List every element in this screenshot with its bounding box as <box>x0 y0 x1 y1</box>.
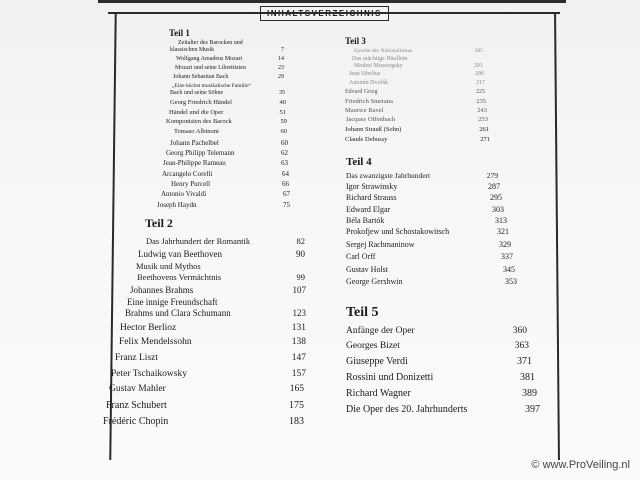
toc-entry-title: Beethovens Vermächtnis <box>137 272 222 282</box>
toc-entry-title: Antonio Vivaldi <box>161 190 207 198</box>
toc-entry-page: 60 <box>280 128 287 135</box>
toc-entry-title: Zeitalter des Barocken und <box>178 40 243 46</box>
toc-entry-title: Joseph Haydn <box>157 201 197 209</box>
toc-entry-title: Giuseppe Verdi <box>346 356 408 367</box>
toc-entry-title: Jean Sibelius <box>349 71 381 77</box>
toc-entry-title: Henry Purcell <box>171 180 211 188</box>
toc-entry-page: 14 <box>278 56 284 62</box>
toc-entry-title: Johann Sebastian Bach <box>173 74 229 80</box>
toc-entry-title: Franz Schubert <box>106 400 167 411</box>
toc-entry-title: Igor Strawinsky <box>346 182 398 191</box>
toc-entry-page: 205 <box>474 48 483 54</box>
toc-entry-title: Franz Liszt <box>115 353 159 363</box>
toc-entry-title: Tomaso Albinoni <box>174 128 219 135</box>
toc-entry-title: Brahms und Clara Schumann <box>125 308 231 318</box>
toc-entry-page: 67 <box>283 190 290 198</box>
section-heading: Teil 3 <box>345 36 366 46</box>
toc-entry-title: Die Oper des 20. Jahrhunderts <box>346 404 468 415</box>
toc-entry-page: 29 <box>278 74 284 80</box>
toc-entry-title: Johann Strauß (Sohn) <box>345 126 402 133</box>
toc-entry-title: Johannes Brahms <box>130 285 194 295</box>
toc-entry-page: 389 <box>522 388 537 399</box>
page-edge <box>98 0 566 3</box>
toc-entry-page: 82 <box>296 236 305 246</box>
toc-entry-title: Arcangelo Corelli <box>162 170 213 178</box>
toc-entry-page: 329 <box>499 240 511 249</box>
toc-entry-page: 175 <box>289 400 304 411</box>
toc-entry-title: Gustav Mahler <box>109 384 166 394</box>
toc-entry-page: 225 <box>476 89 485 95</box>
toc-entry-title: George Gershwin <box>346 277 403 286</box>
toc-entry-page: 147 <box>291 353 306 363</box>
toc-entry-title: Gustav Holst <box>346 265 388 274</box>
toc-entry-page: 345 <box>503 265 515 274</box>
toc-entry-page: 107 <box>292 285 306 295</box>
toc-entry-page: 363 <box>514 341 529 351</box>
frame-right <box>554 12 560 460</box>
toc-entry-title: Johann Pachelbel <box>170 139 219 147</box>
toc-entry-title: Eine innige Freundschaft <box>127 297 218 307</box>
toc-entry-title: Mozart und seine Librettisten <box>175 65 246 71</box>
toc-entry-title: Jacques Offenbach <box>346 116 396 123</box>
toc-entry-title: Wolfgang Amadeus Mozart <box>176 56 243 62</box>
section-heading: Teil 1 <box>169 28 190 38</box>
toc-entry-title: Antonín Dvořák <box>349 80 389 86</box>
toc-entry-title: Das Jahrhundert der Romantik <box>146 236 251 246</box>
toc-entry-page: 261 <box>479 126 489 133</box>
section-heading: Teil 5 <box>346 305 379 320</box>
toc-entry-page: 40 <box>279 99 286 106</box>
toc-entry-page: 279 <box>486 171 498 180</box>
toc-entry-page: 360 <box>512 326 527 336</box>
toc-entry-page: 35 <box>279 90 285 96</box>
toc-entry-title: Epoche des Nationalismus <box>354 48 413 54</box>
toc-entry-page: 295 <box>490 193 502 202</box>
toc-entry-page: 60 <box>281 139 288 147</box>
toc-entry-page: 7 <box>281 47 284 53</box>
toc-entry-page: 23 <box>278 65 284 71</box>
toc-entry-title: Richard Strauss <box>346 193 397 202</box>
toc-entry-title: klassischen Musik <box>170 47 215 53</box>
toc-entry-page: 206 <box>475 71 484 77</box>
toc-entry-title: Prokofjew und Schostakowitsch <box>346 227 450 236</box>
toc-entry-title: Anfänge der Oper <box>346 326 415 336</box>
toc-entry-title: Carl Orff <box>346 252 376 261</box>
toc-entry-title: Händel und die Oper <box>169 109 224 116</box>
toc-entry-page: 99 <box>296 272 305 282</box>
toc-entry-page: 66 <box>282 180 289 188</box>
toc-entry-title: Ludwig van Beethoven <box>138 249 222 259</box>
toc-entry-title: Richard Wagner <box>346 388 411 399</box>
toc-entry-page: 90 <box>296 249 305 259</box>
toc-entry-page: 62 <box>281 149 288 157</box>
toc-entry-title: Béla Bartók <box>346 216 385 225</box>
toc-entry-title: Sergej Rachmaninow <box>346 240 415 249</box>
section-heading: Teil 4 <box>346 156 372 168</box>
toc-entry-page: 138 <box>291 337 306 347</box>
toc-entry-page: 353 <box>505 277 517 286</box>
toc-entry-title: Edward Elgar <box>346 205 391 214</box>
toc-entry-page: 123 <box>292 308 306 318</box>
toc-entry-title: Felix Mendelssohn <box>119 337 192 347</box>
toc-entry-title: Georg Friedrich Händel <box>170 99 232 106</box>
toc-entry-page: 64 <box>282 170 289 178</box>
toc-entry-page: 321 <box>497 227 509 236</box>
toc-entry-page: 287 <box>488 182 500 191</box>
toc-entry-page: 253 <box>478 116 488 123</box>
toc-entry-title: Edvard Grieg <box>345 89 378 95</box>
toc-entry-page: 131 <box>291 323 306 333</box>
toc-entry-page: 75 <box>283 201 290 209</box>
frame-top <box>108 12 560 14</box>
toc-entry-page: 157 <box>291 369 306 379</box>
toc-entry-title: Rossini und Donizetti <box>346 372 434 383</box>
toc-entry-title: Komponisten des Barock <box>166 118 232 125</box>
toc-entry-title: Jean-Philippe Rameau <box>163 159 226 167</box>
toc-entry-title: Georges Bizet <box>346 341 400 351</box>
toc-entry-page: 243 <box>477 107 487 114</box>
toc-entry-page: 235 <box>476 98 486 105</box>
watermark: © www.ProVeiling.nl <box>531 459 630 471</box>
section-heading: Teil 2 <box>145 216 173 230</box>
toc-entry-title: Maurice Ravel <box>345 107 384 114</box>
toc-entry-title: Hector Berlioz <box>120 323 177 333</box>
toc-entry-page: 201 <box>474 63 483 69</box>
toc-entry-page: 337 <box>501 252 513 261</box>
toc-entry-title: Peter Tschaikowsky <box>111 369 187 379</box>
toc-entry-title: Bach und seine Söhne <box>170 90 224 96</box>
toc-entry-title: Modest Mussorgsky <box>354 63 403 69</box>
toc-entry-page: 371 <box>517 356 532 367</box>
toc-entry-title: „Eine höchst musikalische Familie“ <box>172 83 251 89</box>
toc-entry-page: 397 <box>525 404 540 415</box>
toc-entry-title: Georg Philipp Telemann <box>166 149 235 157</box>
toc-entry-title: Claude Debussy <box>345 136 388 143</box>
toc-entry-page: 51 <box>279 109 286 116</box>
toc-entry-page: 59 <box>280 118 287 125</box>
toc-entry-page: 303 <box>492 205 504 214</box>
toc-entry-page: 313 <box>495 216 507 225</box>
toc-entry-page: 165 <box>289 384 304 394</box>
toc-entry-page: 381 <box>520 372 535 383</box>
toc-entry-title: Friedrich Smetana <box>345 98 393 105</box>
toc-entry-page: 183 <box>289 416 304 427</box>
toc-entry-title: Das zwanzigste Jahrhundert <box>346 171 431 180</box>
toc-entry-page: 63 <box>281 159 288 167</box>
toc-entry-title: Das mächtige Häuflein <box>352 56 408 62</box>
toc-entry-page: 271 <box>480 136 490 143</box>
toc-entry-title: Frédéric Chopin <box>103 416 169 427</box>
toc-entry-page: 217 <box>476 80 485 86</box>
toc-entry-title: Musik und Mythos <box>136 261 201 271</box>
